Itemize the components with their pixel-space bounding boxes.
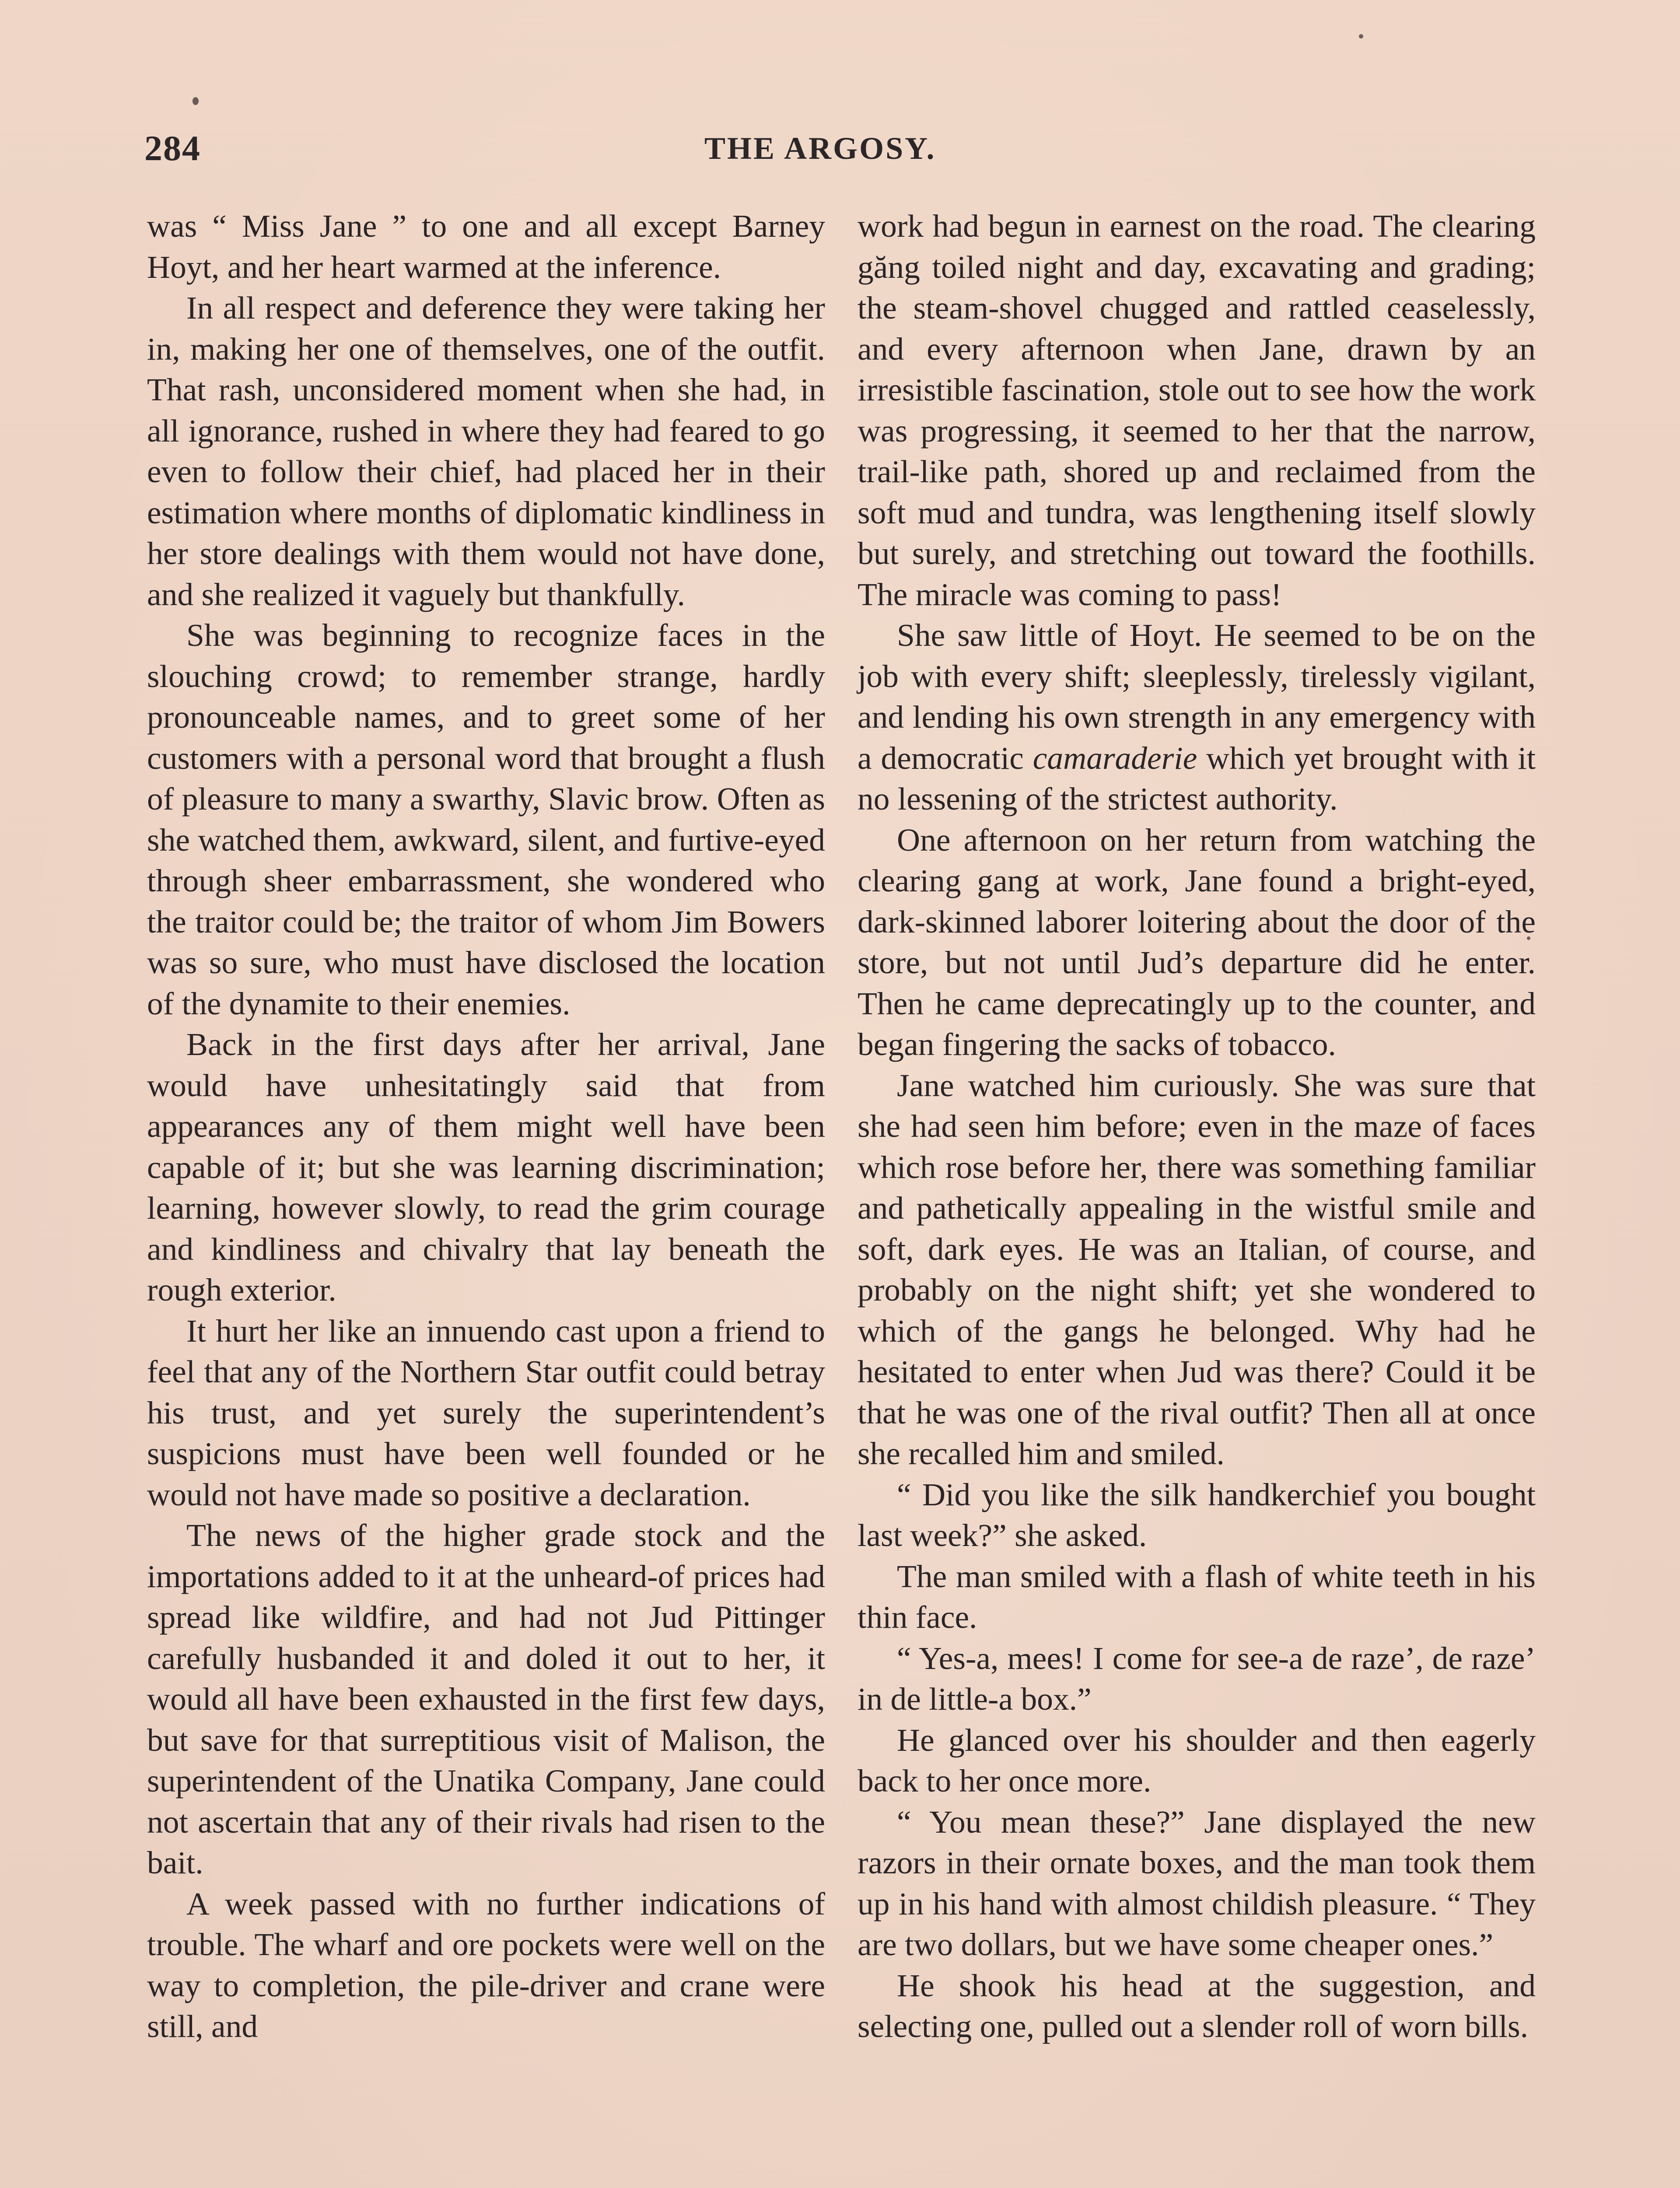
paragraph: In all respect and deference they were taking her in, making her one of themselves, one of the outfit. That rash, unconsidered moment when she had, in all ignorance, rushed in where they had feared to go even to follow their chief, had placed her in their estimation where months of diplomatic kindliness in her store dealings with them would not have done, and she realized it vaguely but thankfully. <box>147 290 825 612</box>
paragraph: The news of the higher grade stock and the importations added to it at the unheard-of prices had spread like wildfire, and had not Jud Pittinger carefully husbanded it and doled it out to her, it would all have been exhausted in the first few days, but save for that surreptitious visit of Malison, the superintendent of the Unatika Company, Jane could not ascertain that any of their rivals had risen to the bait. <box>147 1518 825 1880</box>
magazine-title: THE ARGOSY. <box>704 131 936 166</box>
paragraph-text: She saw little of Hoyt. He seemed to be on the job with every shift; sleeplessly, tirelessly vigilant, and lending his own strength in any emergency with a democratic <box>858 617 1536 776</box>
ink-speck <box>192 97 199 105</box>
paragraph-text: which yet brought with it no lessening of the strictest authority. <box>858 740 1536 817</box>
paragraph: Jane watched him curiously. She was sure that she had seen him before; even in the maze of faces which rose before her, there was something familiar and pathetically appealing in the wistful smile and soft, dark eyes. He was an Italian, of course, and probably on the night shift; yet she wondered to which of the gangs he belonged. Why had he hesitated to enter when Jud was there? Could it be that he was one of the rival outfit? Then all at once she recalled him and smiled. <box>858 1067 1536 1471</box>
left-column <box>147 206 825 2047</box>
paragraph: She was beginning to recognize faces in the slouching crowd; to remember strange, hardly pronounceable names, and to greet some of her customers with a personal word that brought a flush of pleasure to many a swarthy, Slavic brow. Often as she watched them, awkward, silent, and furtive-eyed through sheer embarrassment, she wondered who the traitor could be; the traitor of whom Jim Bowers was so sure, who must have disclosed the location of the dynamite to their enemies. <box>147 617 825 1021</box>
running-head <box>144 128 1536 180</box>
paragraph: work had begun in earnest on the road. The clearing găng toiled night and day, excavating and grading; the steam-shovel chugged and rattled ceaselessly, and every afternoon when Jane, drawn by an irresistible fascination, stole out to see how the work was progressing, it seemed to her that the narrow, trail-like path, shored up and reclaimed from the soft mud and tundra, was lengthening itself slowly but surely, and stretching out toward the foothills. The miracle was coming to pass! <box>858 208 1536 612</box>
page-number: 284 <box>144 128 201 168</box>
paragraph: It hurt her like an innuendo cast upon a friend to feel that any of the Northern Star outfit could betray his trust, and yet surely the superintendent’s suspicions must have been well founded or he would not have made so positive a declaration. <box>147 1313 825 1512</box>
paragraph: “ Did you like the silk handkerchief you bought last week?” she asked. <box>858 1476 1536 1553</box>
paragraph: A week passed with no further indications of trouble. The wharf and ore pockets were well on the way to completion, the pile-driver and crane were still, and <box>147 1886 825 2044</box>
paragraph: Back in the first days after her arrival, Jane would have unhesitatingly said that from appearances any of them might well have been capable of it; but she was learning discrimination; learning, however slowly, to read the grim courage and kindliness and chivalry that lay beneath the rough exterior. <box>147 1027 825 1308</box>
ink-speck <box>1359 34 1363 39</box>
paragraph: “ Yes-a, mees! I come for see-a de raze’, de raze’ in de little-a box.” <box>858 1640 1536 1717</box>
paragraph: was “ Miss Jane ” to one and all except Barney Hoyt, and her heart warmed at the inference. <box>147 208 825 285</box>
paragraph: One afternoon on her return from watching the clearing gang at work, Jane found a bright-eyed, dark-skinned laborer loitering about the door of the store, but not until Jud’s departure did he enter. Then he came deprecatingly up to the counter, and began fingering the sacks of tobacco. <box>858 822 1536 1062</box>
italic-word: camaraderie <box>1032 740 1197 776</box>
paragraph: He shook his head at the suggestion, and selecting one, pulled out a slender roll of worn bills. <box>858 1967 1536 2044</box>
paragraph <box>858 615 1536 820</box>
paragraph: The man smiled with a flash of white teeth in his thin face. <box>858 1558 1536 1635</box>
paragraph: “ You mean these?” Jane displayed the new razors in their ornate boxes, and the man took them up in his hand with almost childish pleasure. “ They are two dollars, but we have some cheaper ones.” <box>858 1804 1536 1962</box>
right-column <box>858 206 1536 2047</box>
paragraph: He glanced over his shoulder and then eagerly back to her once more. <box>858 1722 1536 1799</box>
